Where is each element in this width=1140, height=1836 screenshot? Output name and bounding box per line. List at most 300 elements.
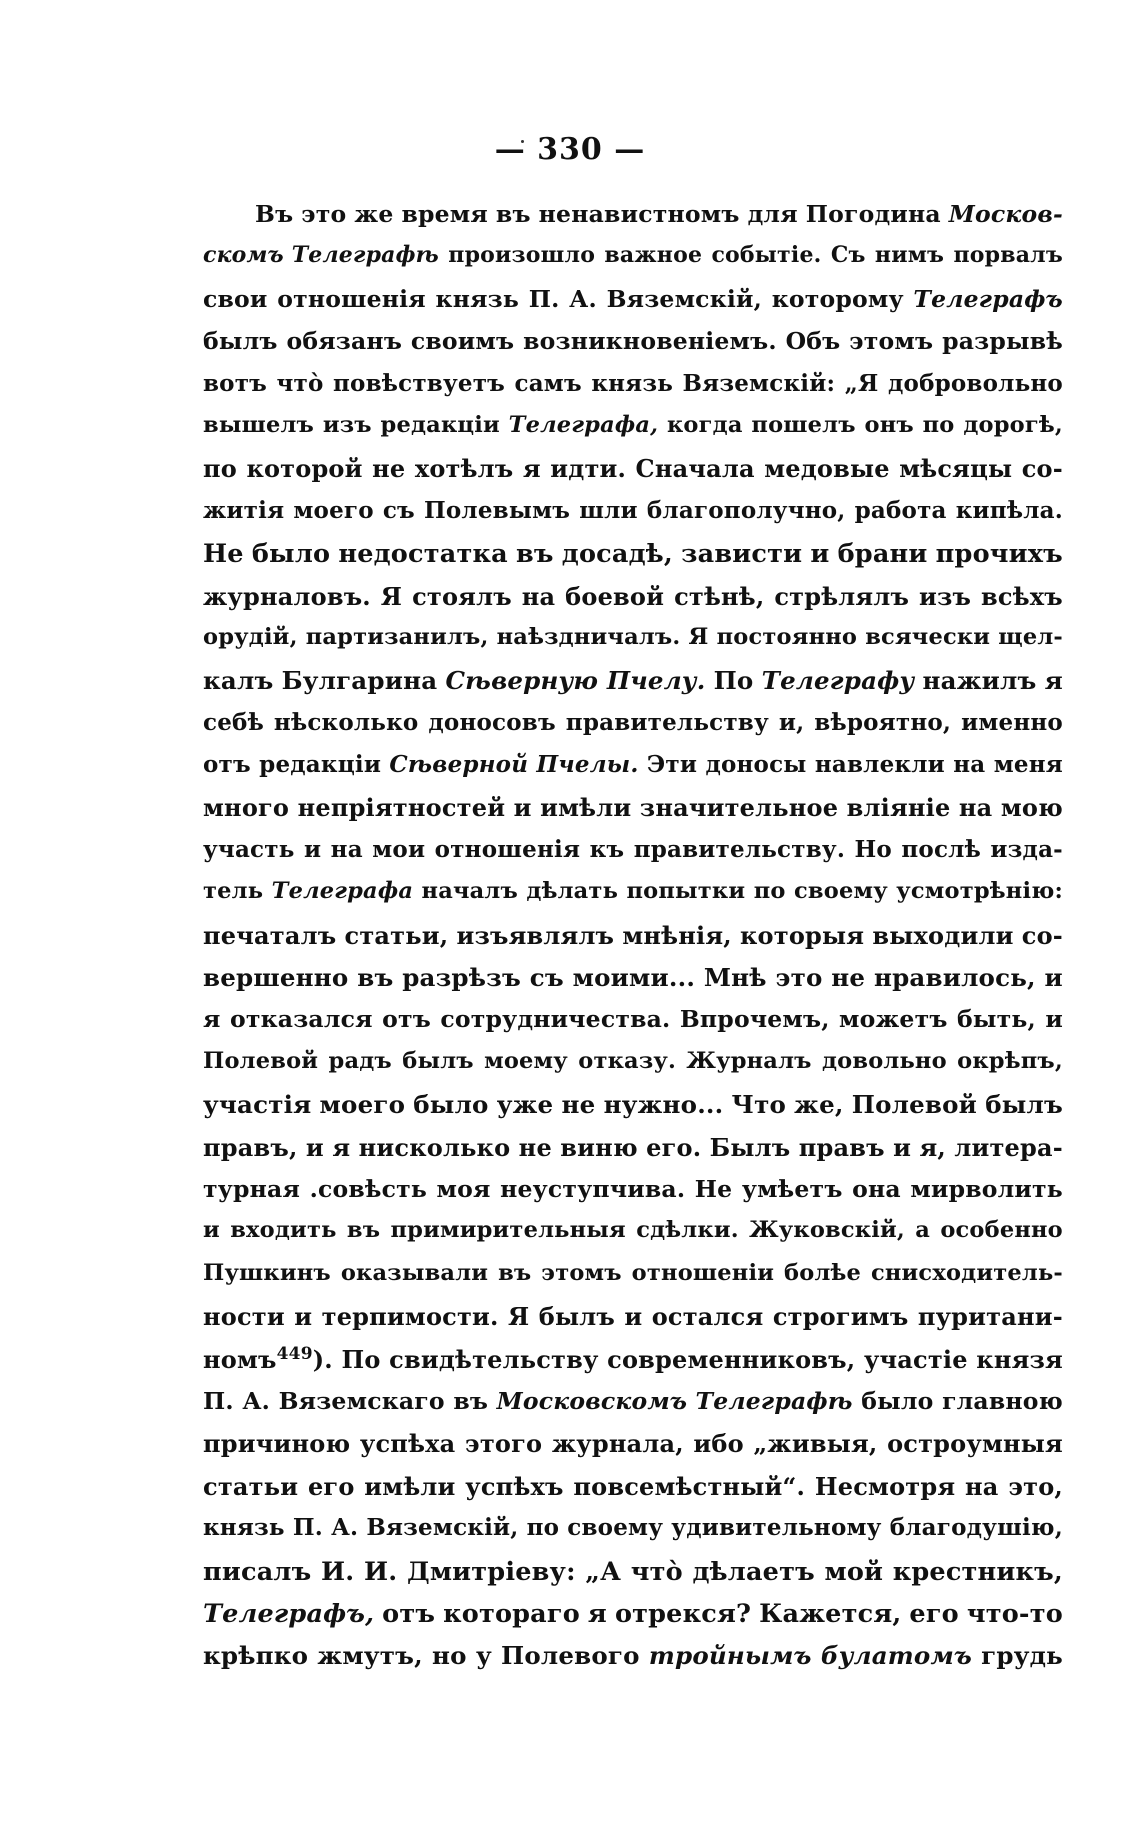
word: наѣздничалъ. <box>496 623 681 650</box>
word: тель <box>203 878 264 905</box>
word: прочихъ <box>935 539 1063 570</box>
word: его. <box>646 1132 702 1162</box>
word: обязанъ <box>286 327 403 356</box>
word: постоянно <box>716 623 858 650</box>
word: нѣсколько <box>273 708 419 736</box>
word: своему <box>567 1514 664 1542</box>
word: литера- <box>954 1132 1063 1162</box>
text-line <box>203 793 1063 835</box>
text-line <box>203 1175 1063 1217</box>
word: Булгарина <box>281 666 438 696</box>
word: Эти <box>646 751 698 779</box>
word: не <box>561 1090 596 1120</box>
word: всячески <box>865 623 991 650</box>
word: моими... <box>572 963 696 993</box>
word: сотрудничества. <box>440 1005 671 1034</box>
word: „А <box>585 1556 622 1587</box>
word: его <box>909 1598 959 1629</box>
text-line <box>203 539 1063 581</box>
word: нисколько <box>358 1132 511 1162</box>
word: кипѣла. <box>955 496 1063 524</box>
word: остался <box>651 1302 764 1332</box>
word: въ <box>515 539 554 570</box>
text-line <box>203 1260 1063 1302</box>
word: и <box>810 539 830 570</box>
word: Телеграфъ, <box>203 1598 375 1629</box>
word: Полевой <box>203 1047 319 1074</box>
word: А. <box>242 1386 271 1415</box>
word: повѣствуетъ <box>333 369 506 397</box>
word: ненавистномъ <box>538 200 740 228</box>
word: былъ <box>985 1090 1063 1120</box>
word: отказу. <box>578 1047 677 1074</box>
word: по <box>526 1514 560 1542</box>
word: вѣроятно, <box>814 708 952 736</box>
word: князь <box>203 1514 285 1542</box>
word: къ <box>589 835 625 863</box>
word: я, <box>919 1132 946 1162</box>
word: щел- <box>998 623 1063 650</box>
word: Объ <box>785 327 841 356</box>
word: не <box>831 963 866 993</box>
text-line <box>203 1387 1063 1429</box>
word: моя <box>436 1174 491 1203</box>
word: печаталъ <box>203 920 337 950</box>
word: Москов- <box>948 200 1063 228</box>
word: оказывали <box>340 1259 489 1286</box>
text-line <box>203 709 1063 751</box>
text-line <box>203 285 1063 327</box>
word: это <box>301 200 347 228</box>
word: моему <box>484 1047 568 1074</box>
text-line <box>203 582 1063 624</box>
word: изда- <box>990 835 1063 863</box>
word: же <box>354 200 394 228</box>
word: именно <box>961 708 1063 736</box>
word: крѣпко <box>203 1641 309 1671</box>
word: разрѣзъ <box>402 963 522 993</box>
word: на <box>521 581 556 611</box>
word: орудій, <box>203 623 298 650</box>
word: Съ <box>830 242 866 269</box>
word: болѣе <box>784 1259 862 1286</box>
word: всѣхъ <box>981 581 1063 611</box>
word: шли <box>579 496 638 524</box>
word: я <box>522 454 541 484</box>
word: нравилось, <box>873 963 1036 993</box>
word: Пушкинъ <box>203 1259 331 1286</box>
word: благодушію, <box>889 1514 1063 1542</box>
word: своему <box>794 878 888 905</box>
footnote-ref: 449 <box>276 1343 313 1364</box>
word: нужно... <box>603 1090 724 1120</box>
word: и <box>294 1302 313 1332</box>
word: непріятностей <box>297 793 506 823</box>
word: съ <box>382 496 415 524</box>
word: Несмотря <box>814 1471 956 1501</box>
word: онъ <box>864 411 914 438</box>
word: самъ <box>514 369 582 397</box>
word: послѣ <box>901 835 981 863</box>
word: навлекли <box>814 751 945 779</box>
text-line <box>203 1133 1063 1175</box>
word: .совѣсть <box>309 1174 427 1203</box>
word: примирительныя <box>390 1217 626 1244</box>
word: я <box>332 1132 351 1162</box>
word: хотѣлъ <box>414 454 514 484</box>
word: отношенія <box>277 284 426 313</box>
word: это, <box>1008 1471 1063 1501</box>
word: въ <box>346 1217 381 1244</box>
word: было <box>413 1090 489 1120</box>
word: правъ <box>798 1132 885 1162</box>
word: Телеграфъ <box>913 284 1063 313</box>
word: на <box>330 835 363 863</box>
word: Телеграфа, <box>508 411 659 438</box>
word: П. <box>528 284 560 313</box>
word: Сѣверной Пчелы. <box>389 751 639 779</box>
word: изъ <box>322 411 372 438</box>
word: а <box>915 1217 930 1244</box>
word: нажилъ <box>922 666 1037 696</box>
word: нимъ <box>874 242 945 269</box>
text-line <box>203 1217 1063 1259</box>
text-line <box>203 1599 1063 1641</box>
word: мои <box>372 835 426 863</box>
word: я <box>587 1598 607 1629</box>
word: Не <box>694 1174 733 1203</box>
word: П. <box>203 1386 234 1415</box>
text-line <box>203 1302 1063 1344</box>
word: и <box>893 1132 912 1162</box>
word: отказался <box>229 1005 373 1034</box>
word: партизанилъ, <box>305 623 489 650</box>
text-line <box>203 666 1063 708</box>
text-line <box>203 836 1063 878</box>
word: причиною <box>203 1429 351 1459</box>
word: успѣхъ <box>465 1471 564 1501</box>
text-line <box>203 497 1063 539</box>
word: мнѣнія, <box>622 920 732 950</box>
word: ибо <box>693 1429 744 1459</box>
text-line <box>203 751 1063 793</box>
word: и <box>1044 963 1063 993</box>
word: и, <box>778 708 805 736</box>
word: она <box>852 1174 901 1203</box>
word: имѣли <box>364 1471 456 1501</box>
word: которыя <box>740 920 865 950</box>
word: отъ <box>382 1598 436 1629</box>
word: князя <box>976 1344 1063 1374</box>
word: что̀ <box>276 369 324 397</box>
word: Жуковскій, <box>749 1217 905 1244</box>
word: что-то <box>966 1598 1063 1629</box>
word: разрывѣ <box>942 327 1063 356</box>
word: снисходитель- <box>870 1259 1063 1286</box>
word: я <box>203 1005 221 1034</box>
body-text <box>203 200 1063 1684</box>
word: значительное <box>639 793 839 823</box>
word: быть, <box>956 1005 1036 1034</box>
word: работа <box>854 496 947 524</box>
word: изъявлялъ <box>456 920 615 950</box>
word: дорогѣ, <box>963 411 1063 438</box>
word: въ <box>495 200 531 228</box>
word: Дмитріеву: <box>406 1556 576 1587</box>
word: булатомъ <box>820 1641 972 1671</box>
word: А. <box>569 284 597 313</box>
word: строгимъ <box>772 1302 909 1332</box>
word: номъ$^{449}$). <box>203 1343 333 1374</box>
text-line <box>203 1472 1063 1514</box>
word: удивительному <box>671 1514 882 1542</box>
word: Но <box>854 835 892 863</box>
word: мирволить <box>910 1174 1063 1203</box>
word: Впрочемъ, <box>679 1005 830 1034</box>
word: возникновеніемъ. <box>523 327 777 356</box>
word: изъ <box>918 581 972 611</box>
word: И. <box>320 1556 355 1587</box>
word: Полевымъ <box>423 496 571 524</box>
word: мою <box>1000 793 1063 823</box>
word: Вяземскій, <box>606 284 762 313</box>
word: былъ <box>402 1047 474 1074</box>
word: довольно <box>821 1047 947 1074</box>
word: терпимости. <box>321 1302 499 1332</box>
word: Въ <box>255 200 294 228</box>
word: вышелъ <box>203 411 315 438</box>
text-line <box>203 921 1063 963</box>
word: но <box>432 1641 467 1671</box>
word: со- <box>1021 454 1063 484</box>
word: его <box>307 1471 355 1501</box>
word: правительству <box>565 708 769 736</box>
text-line <box>203 878 1063 920</box>
word: Вяземскаго <box>278 1386 445 1415</box>
word: по <box>203 454 237 484</box>
word: Телеграфу <box>761 666 915 696</box>
word: идти. <box>550 454 627 484</box>
word: виню <box>560 1132 638 1162</box>
word: грудь <box>981 1641 1063 1671</box>
text-line <box>203 327 1063 369</box>
word: А. <box>331 1514 359 1542</box>
word: Телеграфа <box>271 878 414 905</box>
word: участія <box>203 1090 312 1120</box>
word: которой <box>246 454 363 484</box>
text-line <box>203 1557 1063 1599</box>
word: этого <box>465 1429 543 1459</box>
word: мой <box>824 1556 884 1587</box>
word: правъ, <box>203 1132 298 1162</box>
word: Вяземскій: <box>682 369 836 397</box>
word: этомъ <box>849 327 934 356</box>
word: Сѣверную Пчелу. <box>445 666 706 696</box>
word: И. <box>363 1556 398 1587</box>
word: статьи <box>203 1471 299 1501</box>
word: на <box>953 751 986 779</box>
word: Мнѣ <box>703 963 767 993</box>
word: Что <box>731 1090 787 1120</box>
word: въ <box>453 1386 489 1415</box>
word: князь <box>435 284 520 313</box>
text-line <box>203 1090 1063 1132</box>
word: журналовъ. <box>203 581 371 611</box>
word: же, <box>794 1090 844 1120</box>
word: было <box>861 1386 934 1415</box>
word: отрекся? <box>614 1598 752 1629</box>
word: радъ <box>328 1047 392 1074</box>
word: время <box>401 200 488 228</box>
word: успѣха <box>359 1429 456 1459</box>
word: писалъ <box>203 1556 312 1587</box>
word: боевой <box>565 581 665 611</box>
word: крестникъ, <box>892 1556 1063 1587</box>
word: редакціи <box>259 751 382 779</box>
word: Погодина <box>805 200 941 228</box>
page-number: — 330 — <box>494 132 646 167</box>
word: и <box>305 1132 324 1162</box>
word: съ <box>529 963 564 993</box>
text-line <box>203 1641 1063 1683</box>
word: калъ <box>203 666 274 696</box>
word: вотъ <box>203 369 268 397</box>
word: умѣетъ <box>741 1174 843 1203</box>
word: выходили <box>872 920 1014 950</box>
word: журнала, <box>551 1429 684 1459</box>
text-line <box>203 1005 1063 1047</box>
word: отъ <box>203 751 251 779</box>
word: было <box>251 539 331 570</box>
text-line <box>203 242 1063 284</box>
word: главною <box>942 1386 1063 1415</box>
text-line <box>203 454 1063 496</box>
word: Сначала <box>635 454 755 484</box>
word: Кажется, <box>759 1598 902 1629</box>
word: не <box>518 1132 552 1162</box>
word: скомъ Телеграфѣ <box>203 242 439 269</box>
word: на <box>958 793 993 823</box>
word: князь <box>591 369 674 397</box>
word: дѣлаетъ <box>692 1556 815 1587</box>
word: на <box>965 1471 999 1501</box>
word: участіе <box>863 1344 968 1374</box>
word: которому <box>771 284 904 313</box>
word: и <box>203 1217 220 1244</box>
word: въ <box>498 1259 532 1286</box>
word: зависти <box>681 539 803 570</box>
word: житія <box>203 496 285 524</box>
word: брани <box>837 539 928 570</box>
word: отношенія <box>434 835 581 863</box>
word: дѣлать <box>526 878 619 905</box>
word: это <box>775 963 823 993</box>
word: вліяніе <box>846 793 951 823</box>
word: свои <box>203 284 268 313</box>
word: сдѣлки. <box>636 1217 739 1244</box>
word: статьи, <box>344 920 449 950</box>
word: современниковъ, <box>607 1344 856 1374</box>
word: „живыя, <box>753 1429 878 1459</box>
text-line <box>203 624 1063 666</box>
word: много <box>203 793 290 823</box>
text-line <box>203 412 1063 454</box>
word: моего <box>319 1090 406 1120</box>
word: Я <box>380 581 403 611</box>
word: отношеніи <box>631 1259 775 1286</box>
word: участь <box>203 835 295 863</box>
word: Не <box>203 539 244 570</box>
word: по <box>753 878 786 905</box>
word: редакціи <box>380 411 500 438</box>
word: Полевой <box>851 1090 978 1120</box>
word: былъ <box>203 327 278 356</box>
word: недостатка <box>338 539 508 570</box>
word: этомъ <box>541 1259 622 1286</box>
word: пуритани- <box>917 1302 1063 1332</box>
text-line <box>203 1048 1063 1090</box>
word: меня <box>993 751 1063 779</box>
word: и <box>513 793 532 823</box>
word: котораго <box>443 1598 580 1629</box>
word: и <box>303 835 322 863</box>
word: не <box>372 454 406 484</box>
word: имѣли <box>540 793 632 823</box>
word: остроумныя <box>887 1429 1063 1459</box>
word: Журналъ <box>686 1047 812 1074</box>
word: когда <box>666 411 743 438</box>
word: „Я <box>844 369 879 397</box>
word: для <box>747 200 798 228</box>
word: досадѣ, <box>561 539 674 570</box>
word: порвалъ <box>953 242 1063 269</box>
word: въ <box>357 963 394 993</box>
word: стрѣлялъ <box>774 581 910 611</box>
word: неуступчива. <box>500 1174 686 1203</box>
text-line <box>203 200 1063 242</box>
word: добровольно <box>888 369 1063 397</box>
word: повсемѣстный“. <box>573 1471 806 1501</box>
word: входить <box>230 1217 337 1244</box>
word: уже <box>496 1090 554 1120</box>
word: и <box>1045 1005 1063 1034</box>
word: событіе. <box>711 242 822 269</box>
word: важное <box>604 242 703 269</box>
word: мѣсяцы <box>899 454 1013 484</box>
word: правительству. <box>633 835 846 863</box>
text-line <box>203 963 1063 1005</box>
word: по <box>922 411 955 438</box>
word: усмотрѣнію: <box>896 878 1063 905</box>
word: стоялъ <box>412 581 512 611</box>
word: Полевого <box>501 1641 640 1671</box>
word: Я <box>508 1302 530 1332</box>
word: можетъ <box>839 1005 948 1034</box>
word: Вяземскій, <box>366 1514 519 1542</box>
word: П. <box>292 1514 323 1542</box>
word: со- <box>1021 920 1063 950</box>
word: Московскомъ Телеграфѣ <box>496 1386 853 1415</box>
word: былъ <box>538 1302 615 1332</box>
word: Былъ <box>709 1132 791 1162</box>
word: доносы <box>705 751 807 779</box>
punctuation: ). <box>312 1344 333 1374</box>
word: жмутъ, <box>317 1641 423 1671</box>
text-line <box>203 1429 1063 1471</box>
word: началъ <box>421 878 518 905</box>
word: вершенно <box>203 963 349 993</box>
word: стѣнѣ, <box>674 581 765 611</box>
